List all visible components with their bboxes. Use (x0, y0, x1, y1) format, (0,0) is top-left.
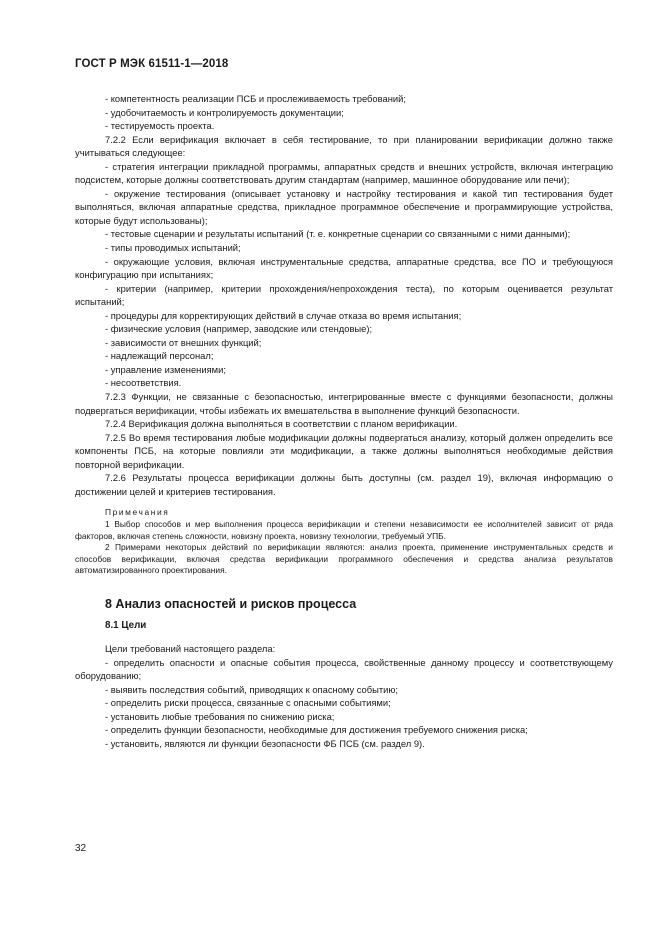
clause-7-2-6: 7.2.6 Результаты процесса верификации должны быть доступны (см. раздел 19), включая информацию о достижении целей и критериев тестирования. (75, 472, 613, 497)
note-item: 2 Примерами некоторых действий по верификации являются: анализ проекта, применение инструментальных средств и способов верификации, включая средства верификации программного обеспечения и средства анализа результатов автоматизированного проектирования. (75, 542, 613, 576)
list-item: - управление изменениями; (105, 363, 226, 375)
list-item: - определить риски процесса, связанные с опасными событиями; (105, 697, 391, 709)
page-number: 32 (75, 843, 87, 854)
list-item: - выявить последствия событий, приводящих к опасному событию; (105, 683, 399, 695)
list-item: - определить функции безопасности, необходимые для достижения требуемого снижения риска; (105, 724, 528, 736)
document-header: ГОСТ Р МЭК 61511-1—2018 (75, 58, 229, 70)
list-item: - установить любые требования по снижению риска; (105, 710, 335, 722)
list-item: - зависимости от внешних функций; (105, 336, 262, 348)
list-item: - удобочитаемость и контролируемость документации; (105, 106, 344, 118)
list-item: - физические условия (например, заводские или стендовые); (105, 323, 373, 335)
list-item: - установить, являются ли функции безопасности ФБ ПСБ (см. раздел 9). (105, 737, 425, 749)
document-body (75, 92, 613, 750)
notes-heading: Примечания (105, 507, 170, 518)
section-title: 8 Анализ опасностей и рисков процесса (105, 596, 357, 611)
list-item: - надлежащий персонал; (105, 350, 214, 362)
list-item: - стратегия интеграции прикладной программы, аппаратных средств и внешних устройств, включая интеграцию подсистем, которые должны соответствовать другим стандартам (например, машинное оборудование или печи); (75, 160, 613, 186)
paragraph: Цели требований настоящего раздела: (105, 643, 276, 655)
subsection-title: 8.1 Цели (105, 619, 147, 631)
clause-7-2-5: 7.2.5 Во время тестирования любые модификации должны подвергаться анализу, который должен определить все компоненты ПСБ, на которые повлияли эти модификации, а также должны выполняться необходимые действия повторной верификации. (75, 431, 613, 470)
clause-7-2-3: 7.2.3 Функции, не связанные с безопасностью, интегрированные вместе с функциями безопасности, должны подвергаться верификации, чтобы избежать их вмешательства в выполнение функций безопасности. (75, 391, 613, 416)
clause-7-2-4: 7.2.4 Верификация должна выполняться в соответствии с планом верификации. (105, 418, 458, 430)
list-item: - тестируемость проекта. (105, 120, 215, 132)
list-item: - несоответствия. (105, 377, 182, 389)
note-item: 1 Выбор способов и мер выполнения процесса верификации и степени независимости ее исполнителей зависит от ряда факторов, включая степень сложности, новизну проекта, новизну технологии, требуемый УПБ. (75, 519, 613, 541)
list-item: - определить опасности и опасные события процесса, свойственные данному процессу и соответствующему оборудованию; (75, 656, 613, 682)
list-item: - тестовые сценарии и результаты испытаний (т. е. конкретные сценарии со связанными с ними данными); (105, 228, 571, 240)
list-item: - окружающие условия, включая инструментальные средства, аппаратные средства, все ПО и требующуюся конфигурацию при испытаниях; (75, 255, 613, 281)
list-item: - критерии (например, критерии прохождения/непрохождения теста), по которым оценивается результат испытаний; (75, 282, 613, 308)
list-item: - типы проводимых испытаний; (105, 242, 241, 254)
list-item: - окружение тестирования (описывает установку и настройку тестирования и какой тип тестирования будет выполняться, включая аппаратные средства, прикладное программное обеспечение и программирующие устройства, которые будут использованы); (75, 187, 613, 226)
list-item: - компетентность реализации ПСБ и прослеживаемость требований; (105, 93, 406, 104)
notes-block (75, 507, 613, 577)
list-item: - процедуры для корректирующих действий в случае отказа во время испытания; (105, 309, 462, 321)
clause-7-2-2: 7.2.2 Если верификация включает в себя тестирование, то при планировании верификации должно также учитываться следующее: (75, 133, 613, 159)
